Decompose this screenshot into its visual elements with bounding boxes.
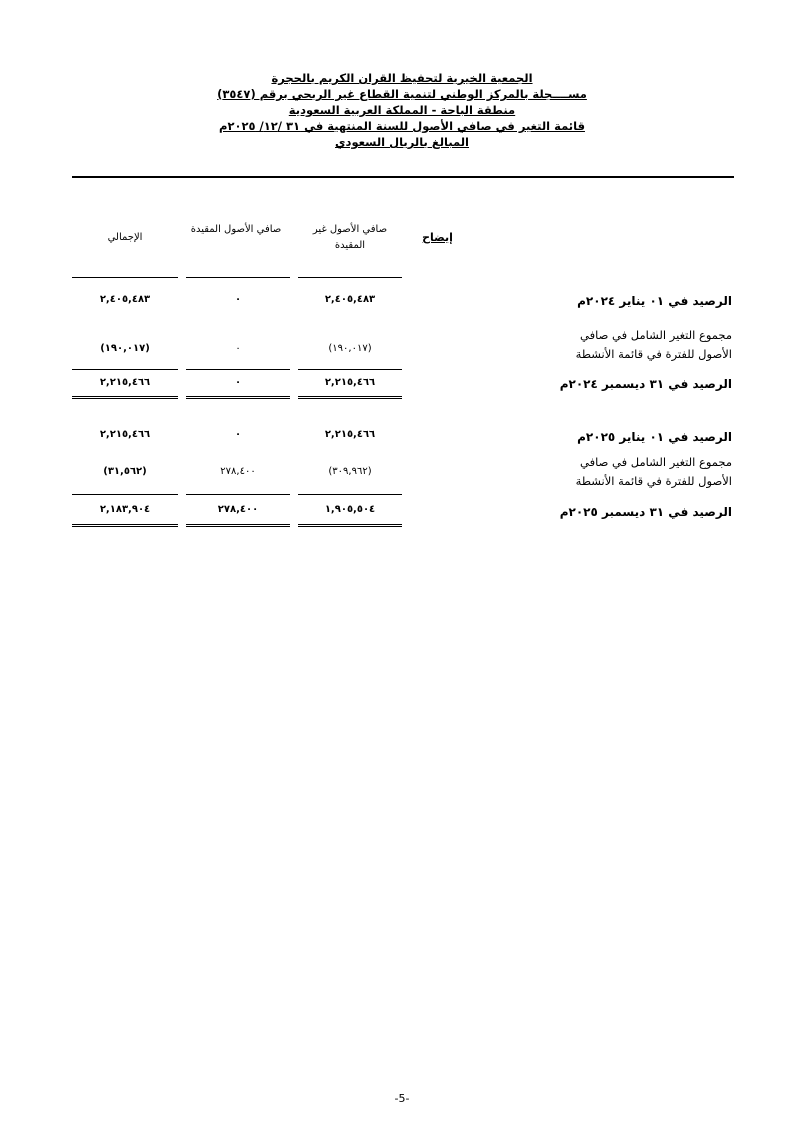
- cell-total: (١٩٠,٠١٧): [100, 343, 150, 354]
- cell-total: ٢,٢١٥,٤٦٦: [99, 377, 151, 388]
- total-double-rule: [72, 524, 178, 527]
- page-number: -5-: [394, 1092, 410, 1105]
- header-rule: [72, 277, 178, 278]
- total-double-rule: [186, 524, 290, 527]
- cell-restricted: ٠: [235, 343, 241, 354]
- col-header-total: الإجمالي: [107, 232, 143, 243]
- statement-title: قائمة التغير في صافي الأصول للسنة المنتهية في ٣١ /١٢/ ٢٠٢٥م: [219, 119, 585, 133]
- row-label: مجموع التغير الشامل في صافي الأصول للفترة في قائمة الأنشطة: [575, 455, 732, 488]
- col-header-unrestricted: صافي الأصول غير المقيدة: [312, 224, 388, 251]
- subtotal-rule: [186, 494, 290, 495]
- subtotal-rule: [298, 494, 402, 495]
- row-label: الرصيد في ٠١ يناير ٢٠٢٥م: [577, 430, 732, 444]
- cell-unrestricted: ٢,٤٠٥,٤٨٣: [324, 294, 376, 305]
- row-label: الرصيد في ٣١ ديسمبر ٢٠٢٤م: [559, 377, 732, 391]
- cell-restricted: ٢٧٨,٤٠٠: [217, 504, 259, 515]
- cell-unrestricted: ١,٩٠٥,٥٠٤: [324, 504, 376, 515]
- cell-restricted: ٢٧٨,٤٠٠: [220, 466, 256, 477]
- col-header-note: إيضاح: [422, 231, 453, 244]
- subtotal-rule: [298, 369, 402, 370]
- cell-restricted: ٠: [234, 429, 242, 440]
- cell-unrestricted: (١٩٠,٠١٧): [328, 343, 372, 354]
- subtotal-rule: [72, 494, 178, 495]
- registration-line: مســــجلة بالمركز الوطني لتنمية القطاع غير الربحي برقم (٣٥٤٧): [217, 87, 587, 101]
- header-rule: [186, 277, 290, 278]
- total-double-rule: [72, 396, 178, 399]
- total-double-rule: [298, 396, 402, 399]
- subtotal-rule: [186, 369, 290, 370]
- region-line: منطقة الباحة - المملكة العربية السعودية: [288, 103, 516, 117]
- cell-total: ٢,١٨٣,٩٠٤: [99, 504, 151, 515]
- col-header-restricted: صافي الأصول المقيدة: [190, 224, 282, 235]
- currency-note: المبالغ بالريال السعودي: [335, 135, 469, 149]
- org-name: الجمعية الخيرية لتحفيظ القران الكريم بالحجرة: [271, 71, 533, 85]
- cell-unrestricted: (٣٠٩,٩٦٢): [328, 466, 372, 477]
- cell-unrestricted: ٢,٢١٥,٤٦٦: [324, 377, 376, 388]
- cell-total: (٣١,٥٦٢): [103, 466, 147, 477]
- cell-restricted: ٠: [234, 294, 242, 305]
- row-label: الرصيد في ٣١ ديسمبر ٢٠٢٥م: [559, 505, 732, 519]
- statement-header: [0, 70, 804, 150]
- row-label: الرصيد في ٠١ يناير ٢٠٢٤م: [577, 294, 732, 308]
- total-double-rule: [186, 396, 290, 399]
- cell-unrestricted: ٢,٢١٥,٤٦٦: [324, 429, 376, 440]
- row-label: مجموع التغير الشامل في صافي الأصول للفترة في قائمة الأنشطة: [575, 328, 732, 361]
- cell-restricted: ٠: [234, 377, 242, 388]
- header-divider: [72, 176, 734, 178]
- total-double-rule: [298, 524, 402, 527]
- cell-total: ٢,٢١٥,٤٦٦: [99, 429, 151, 440]
- subtotal-rule: [72, 369, 178, 370]
- header-rule: [298, 277, 402, 278]
- cell-total: ٢,٤٠٥,٤٨٣: [99, 294, 151, 305]
